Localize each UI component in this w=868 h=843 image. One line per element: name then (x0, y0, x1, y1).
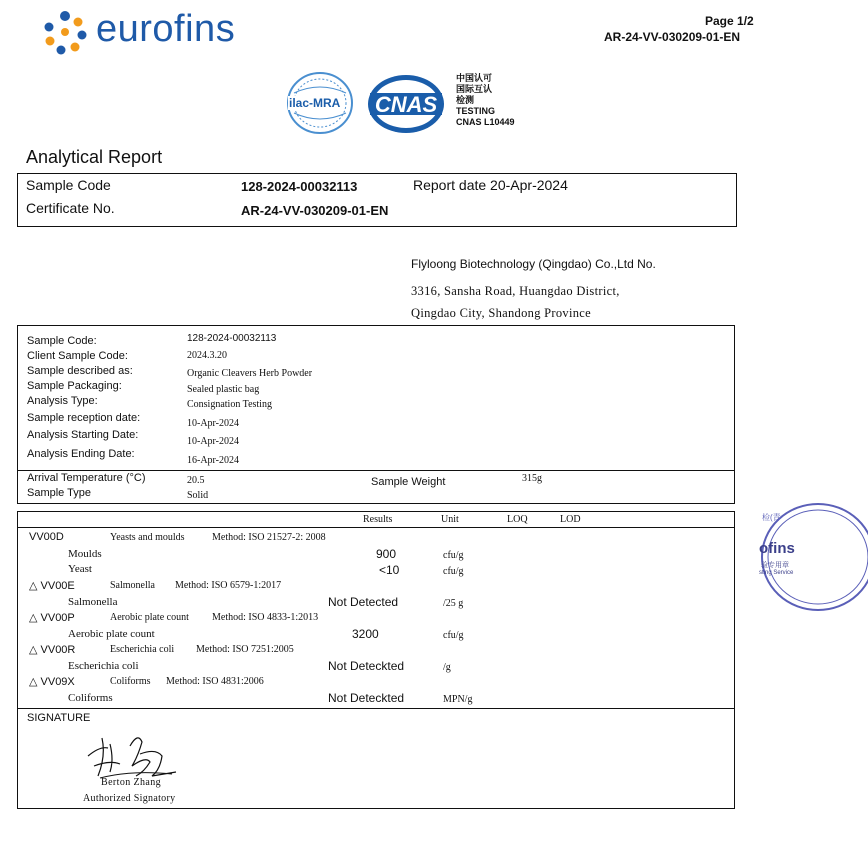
sample-info-value: 10-Apr-2024 (187, 418, 240, 429)
lod-col-header: LOD (560, 514, 581, 525)
seal-text-brand: ofins (759, 540, 795, 557)
results-col-header: Results (363, 514, 393, 525)
cnas-cn-line2: 国际互认 (456, 84, 493, 94)
sample-type-label: Sample Type (27, 487, 92, 499)
analyte-unit: cfu/g (443, 630, 464, 641)
sample-info-label: Sample described as: (27, 365, 133, 377)
seal-text-top: 检(青 (762, 513, 781, 522)
analyte-name: Salmonella (68, 596, 118, 608)
analyte-unit: cfu/g (443, 550, 464, 561)
sample-info-label: Client Sample Code: (27, 350, 128, 362)
arrival-temperature-label: Arrival Temperature (°C) (27, 472, 146, 484)
signatory-name: Berton Zhang (101, 777, 162, 788)
cnas-text: CNAS (374, 92, 438, 117)
company-seal-partial (758, 500, 795, 615)
report-title: Analytical Report (26, 147, 163, 167)
summary-sample-code-value: 128-2024-00032113 (241, 179, 358, 194)
results-header-divider (17, 527, 735, 528)
analyte-result: 3200 (352, 627, 379, 641)
test-code: △ VV00P (29, 612, 75, 624)
client-name: Flyloong Biotechnology (Qingdao) Co.,Ltd No. (411, 257, 656, 271)
loq-col-header: LOQ (507, 514, 528, 525)
sample-info-value: 128-2024-00032113 (187, 333, 277, 344)
cnas-number: CNAS L10449 (456, 117, 515, 127)
test-method: Method: ISO 7251:2005 (196, 644, 294, 655)
sample-info-value: Organic Cleavers Herb Powder (187, 368, 313, 379)
test-name: Aerobic plate count (110, 612, 189, 623)
test-code: △ VV09X (29, 676, 75, 688)
ilac-mra-text: ilac-MRA (289, 96, 341, 110)
test-method: Method: ISO 4833-1:2013 (212, 612, 319, 623)
test-name: Coliforms (110, 676, 151, 687)
analyte-name: Coliforms (68, 692, 113, 704)
client-address-line2: Qingdao City, Shandong Province (411, 306, 592, 320)
sample-info-label: Sample Code: (27, 335, 97, 347)
signatory-role: Authorized Signatory (83, 793, 176, 804)
sample-weight-value: 315g (522, 473, 542, 484)
ilac-mra-logo (284, 71, 356, 135)
analyte-name: Aerobic plate count (68, 628, 155, 640)
sample-info-value: Sealed plastic bag (187, 384, 260, 395)
sample-info-label: Analysis Type: (27, 395, 98, 407)
unit-col-header: Unit (441, 514, 459, 525)
analyte-unit: /25 g (443, 598, 464, 609)
sample-info-label: Analysis Ending Date: (27, 448, 135, 460)
cnas-logo (366, 73, 446, 135)
analyte-result: <10 (379, 563, 400, 577)
seal-text-service: sting Service (759, 570, 794, 576)
analyte-result: 900 (376, 547, 397, 561)
test-name: Yeasts and moulds (110, 532, 185, 543)
logo-wordmark: eurofins (96, 8, 236, 50)
analyte-result: Not Deteckted (328, 659, 405, 673)
client-address-line1: 3316, Sansha Road, Huangdao District, (411, 284, 620, 298)
sample-info-label: Analysis Starting Date: (27, 429, 139, 441)
report-summary-box (17, 173, 737, 227)
analyte-result: Not Deteckted (328, 691, 405, 705)
eurofins-dots-icon (42, 10, 88, 56)
analyte-result: Not Detected (328, 595, 399, 609)
sample-info-label: Sample reception date: (27, 412, 141, 424)
sample-info-value: 16-Apr-2024 (187, 455, 240, 466)
analyte-unit: /g (443, 662, 451, 673)
document-code: AR-24-VV-030209-01-EN (604, 30, 741, 44)
test-code: VV00D (29, 531, 64, 543)
sample-info-divider (17, 470, 735, 471)
test-method: Method: ISO 6579-1:2017 (175, 580, 282, 591)
sample-type-value: Solid (187, 490, 209, 501)
test-method: Method: ISO 4831:2006 (166, 676, 264, 687)
summary-certificate-label: Certificate No. (26, 200, 115, 216)
sample-info-value: Consignation Testing (187, 399, 272, 410)
analyte-unit: cfu/g (443, 566, 464, 577)
summary-certificate-value: AR-24-VV-030209-01-EN (241, 203, 389, 218)
arrival-temperature-value: 20.5 (187, 475, 205, 486)
analyte-name: Yeast (68, 563, 92, 575)
cnas-testing: TESTING (456, 106, 496, 116)
cnas-cn-line1: 中国认可 (456, 73, 493, 83)
cnas-cn-line3: 检测 (456, 95, 475, 105)
cnas-caption (456, 73, 515, 128)
page-number: Page 1/2 (705, 14, 754, 28)
sample-info-value: 10-Apr-2024 (187, 436, 240, 447)
summary-sample-code-label: Sample Code (26, 177, 111, 193)
summary-report-date: Report date 20-Apr-2024 (413, 177, 568, 193)
sample-info-label: Sample Packaging: (27, 380, 122, 392)
test-method: Method: ISO 21527-2: 2008 (212, 532, 326, 543)
sample-info-value: 2024.3.20 (187, 350, 227, 361)
analyte-name: Escherichia coli (68, 660, 139, 672)
signature-heading: SIGNATURE (27, 712, 91, 724)
seal-text-cn: 验专用章 (761, 562, 789, 569)
eurofins-logo (42, 8, 262, 58)
analyte-name: Moulds (68, 548, 102, 560)
analyte-unit: MPN/g (443, 694, 473, 705)
test-name: Salmonella (110, 580, 155, 591)
test-code: △ VV00E (29, 580, 75, 592)
test-name: Escherichia coli (110, 644, 175, 655)
sample-weight-label: Sample Weight (371, 476, 446, 488)
test-code: △ VV00R (29, 644, 76, 656)
